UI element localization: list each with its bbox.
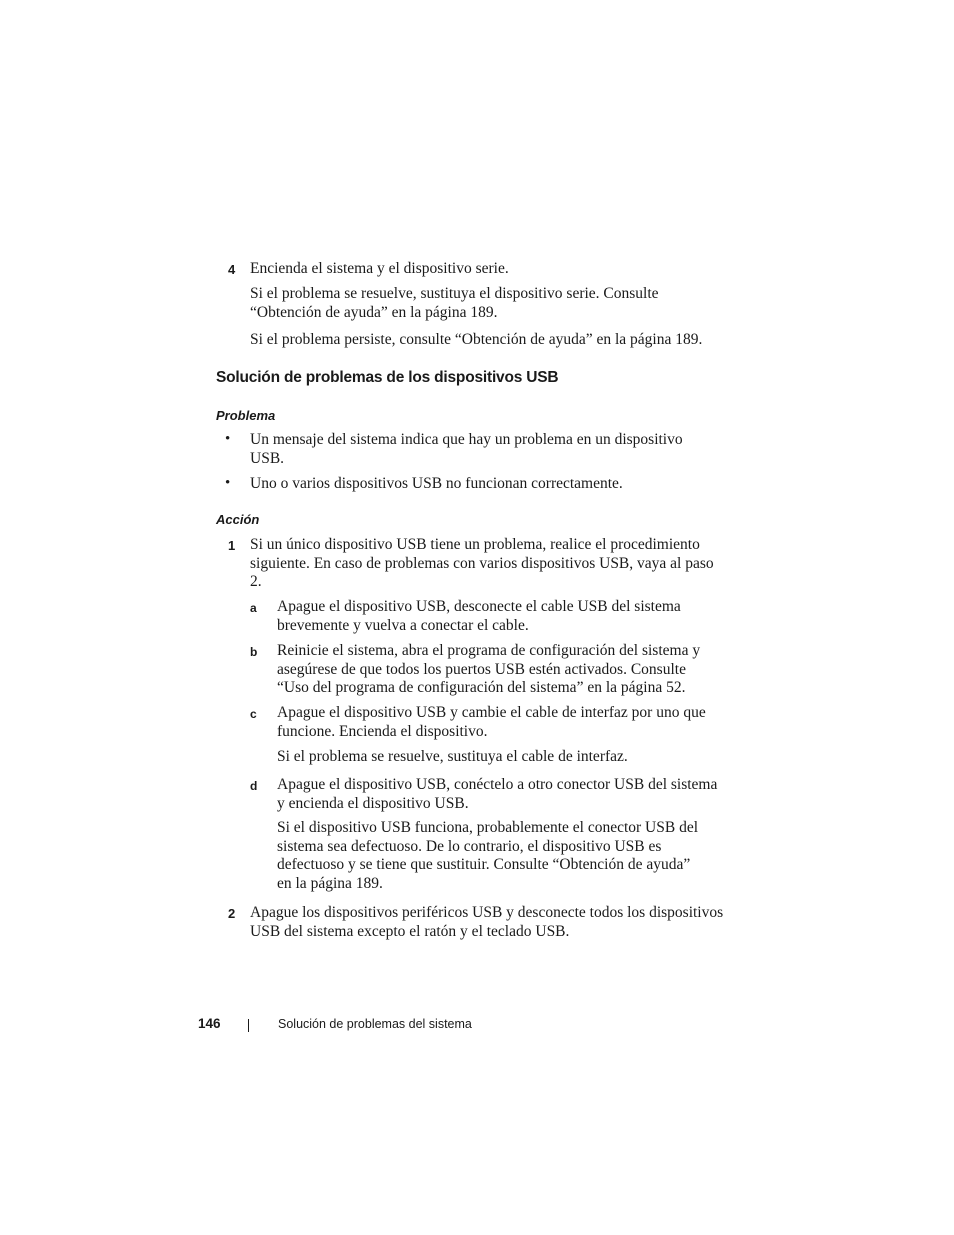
substep-b-text: Reinicie el sistema, abra el programa de configuración del sistema y asegúrese de que todos los puertos USB estén activados. Consulte “Uso del programa de configuración del sistema” en la página 52. <box>277 642 701 697</box>
step-4-number: 4 <box>228 262 236 277</box>
step-1-number: 1 <box>228 538 236 553</box>
substep-a-text: Apague el dispositivo USB, desconecte el cable USB del sistema brevemente y vuelva a conectar el cable. <box>277 598 681 634</box>
step-1-text: Si un único dispositivo USB tiene un problema, realice el procedimiento siguiente. En caso de problemas con varios dispositivos USB, vaya al paso 2. <box>250 536 714 591</box>
step-4-paragraph-2: Si el problema persiste, consulte “Obtención de ayuda” en la página 189. <box>250 331 703 348</box>
problem-item-1: Un mensaje del sistema indica que hay un problema en un dispositivo USB. <box>250 431 683 467</box>
substep-c-text: Apague el dispositivo USB y cambie el cable de interfaz por uno que funcione. Encienda el dispositivo. <box>277 704 706 740</box>
problem-heading: Problema <box>216 408 276 423</box>
bullet-icon: • <box>225 475 231 491</box>
substep-c-letter: c <box>250 707 257 721</box>
step-2-text: Apague los dispositivos periféricos USB y desconecte todos los dispositivos USB del sistema excepto el ratón y el teclado USB. <box>250 904 724 940</box>
footer-separator <box>248 1019 249 1032</box>
section-title: Solución de problemas de los dispositivos USB <box>216 369 559 386</box>
footer-chapter-title: Solución de problemas del sistema <box>278 1017 472 1031</box>
substep-d-text: Apague el dispositivo USB, conéctelo a otro conector USB del sistema y encienda el dispositivo USB. <box>277 776 718 812</box>
step-4-text: Encienda el sistema y el dispositivo serie. <box>250 260 509 277</box>
action-heading: Acción <box>216 512 260 527</box>
substep-a-letter: a <box>250 601 257 615</box>
substep-d-note: Si el dispositivo USB funciona, probablemente el conector USB del sistema sea defectuoso. De lo contrario, el dispositivo USB es defectuoso y se tiene que sustituir. Consulte “Obtención de ayuda” en la página 189. <box>277 819 699 892</box>
step-4-paragraph-1: Si el problema se resuelve, sustituya el dispositivo serie. Consulte “Obtención de ayuda” en la página 189. <box>250 285 659 321</box>
substep-c-note: Si el problema se resuelve, sustituya el cable de interfaz. <box>277 748 628 765</box>
page-number: 146 <box>198 1016 221 1031</box>
bullet-icon: • <box>225 431 231 447</box>
problem-item-2: Uno o varios dispositivos USB no funcionan correctamente. <box>250 475 623 492</box>
substep-d-letter: d <box>250 779 258 793</box>
step-2-number: 2 <box>228 906 236 921</box>
substep-b-letter: b <box>250 645 258 659</box>
